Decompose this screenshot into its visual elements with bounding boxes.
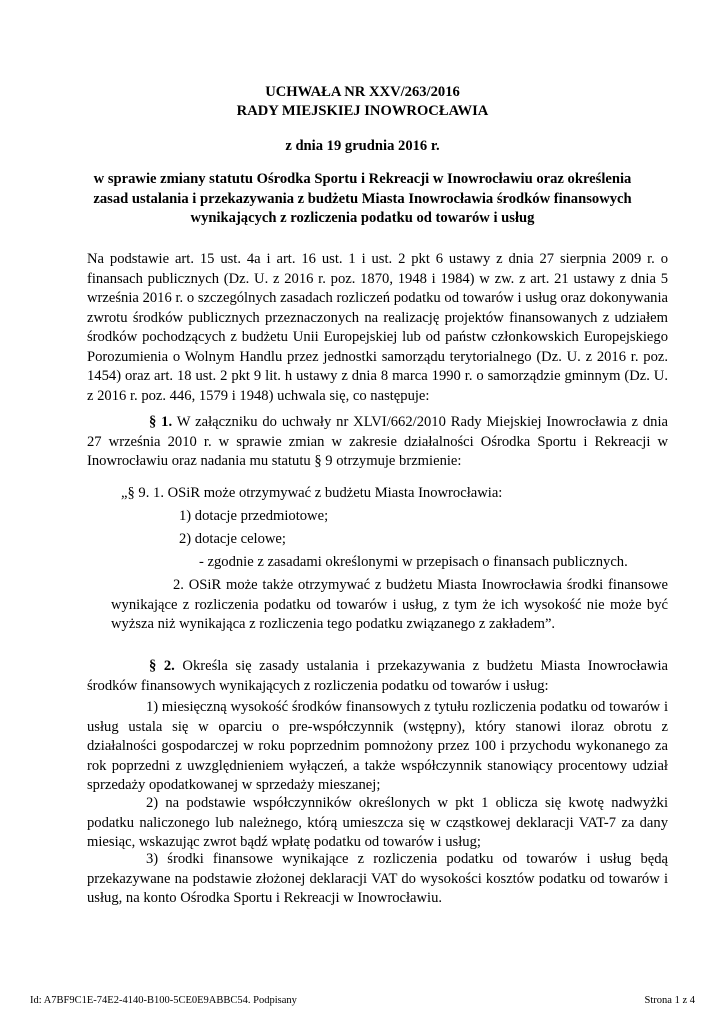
section-2-point-2: 2) na podstawie współczynników określonych w pkt 1 oblicza się kwotę nadwyżki podatku naliczonego lub należnego, którą umieszcza się w cząstkowej deklaracji VAT-7 za dany miesiąc, wskazując zwrot bądź wpłatę podatku od towarów i usług; xyxy=(87,795,668,850)
quote-item-2: 2) dotacje celowe; xyxy=(179,531,286,547)
resolution-subject: w sprawie zmiany statutu Ośrodka Sportu i Rekreacji w Inowrocławiu oraz określenia zasad ustalania i przekazywania z budżetu Miasta Inowrocławia środków finansowych wynikających z rozliczenia podatku od towarów i usług xyxy=(93,171,632,226)
section-1-label: § 1. xyxy=(149,414,173,430)
section-2-text: Określa się zasady ustalania i przekazywania z budżetu Miasta Inowrocławia środków finansowych wynikających z rozliczenia podatku od towarów i usług: xyxy=(87,658,668,694)
quote-item-3: - zgodnie z zasadami określonymi w przepisach o finansach publicznych. xyxy=(199,554,628,570)
section-2-paragraph xyxy=(87,657,668,696)
quote-intro: „§ 9. 1. OSiR może otrzymywać z budżetu Miasta Inowrocławia: xyxy=(121,485,503,501)
council-name: RADY MIEJSKIEJ INOWROCŁAWIA xyxy=(236,103,489,119)
section-1-text: W załączniku do uchwały nr XLVI/662/2010 Rady Miejskiej Inowrocławia z dnia 27 września 2010 r. w sprawie zmian w zakresie działalności Ośrodka Sportu i Rekreacji w Inowrocławiu oraz nadania mu statutu § 9 otrzymuje brzmienie: xyxy=(87,414,668,469)
resolution-number: UCHWAŁA NR XXV/263/2016 xyxy=(265,84,460,100)
quote-item-1: 1) dotacje przedmiotowe; xyxy=(179,508,329,524)
resolution-date: z dnia 19 grudnia 2016 r. xyxy=(285,138,440,154)
page-number-footer: Strona 1 z 4 xyxy=(644,995,695,1006)
document-id-footer: Id: A7BF9C1E-74E2-4140-B100-5CE0E9ABBC54. Podpisany xyxy=(30,995,297,1006)
section-2-label: § 2. xyxy=(149,658,175,674)
preamble-paragraph: Na podstawie art. 15 ust. 4a i art. 16 ust. 1 i ust. 2 pkt 6 ustawy z dnia 27 sierpnia 2009 r. o finansach publicznych (Dz. U. z 2016 r. poz. 1870, 1948 i 1984) w zw. z art. 21 ustawy z dnia 5 września 2016 r. o szczególnych zasadach rozliczeń podatku od towarów i usług oraz dokonywania zwrotu środków publicznych przeznaczonych na realizację projektów finansowanych z udziałem środków pochodzących z budżetu Unii Europejskiej lub od państw członkowskich Europejskiego Porozumienia o Wolnym Handlu przez jednostki samorządu terytorialnego (Dz. U. z 2016 r. poz. 1454) oraz art. 18 ust. 2 pkt 9 lit. h ustawy z dnia 8 marca 1990 r. o samorządzie gminnym (Dz. U. z 2016 r. poz. 446, 1579 i 1948) uchwala się, co następuje: xyxy=(87,251,668,404)
section-2-point-3: 3) środki finansowe wynikające z rozliczenia podatku od towarów i usług będą przekazywane na podstawie złożonej deklaracji VAT do wysokości kosztów podatku od towarów i usług, na konto Ośrodka Sportu i Rekreacji w Inowrocławiu. xyxy=(87,851,668,906)
quote-paragraph-2: 2. OSiR może także otrzymywać z budżetu Miasta Inowrocławia środki finansowe wynikające z rozliczenia podatku od towarów i usług, z tym że ich wysokość nie może być wyższa niż wynikająca z rozliczenia tego podatku związanego z zakładem”. xyxy=(111,577,668,632)
section-2-point-1: 1) miesięczną wysokość środków finansowych z tytułu rozliczenia podatku od towarów i usług ustala się w oparciu o pre-współczynnik (wstępny), który stanowi iloraz obrotu z działalności gospodarczej w roku poprzednim pomnożony przez 100 i przychodu wykonanego za rok poprzedni z uwzględnieniem wyłączeń, a także współczynnik stanowiący procentowy udział sprzedaży opodatkowanej w sprzedaży mieszanej; xyxy=(87,699,668,793)
section-1-paragraph xyxy=(87,413,668,472)
